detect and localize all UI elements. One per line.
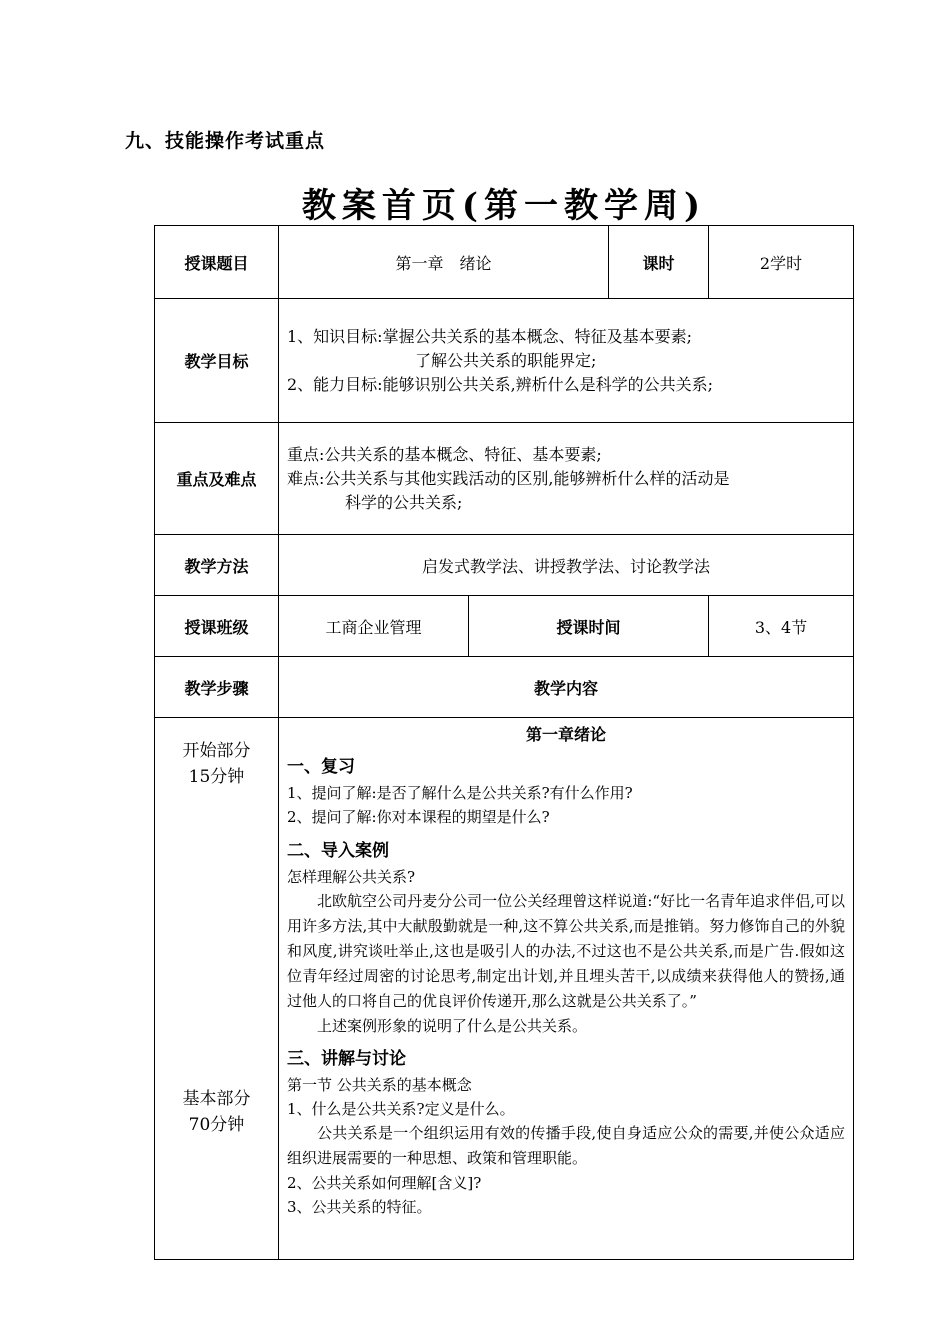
stage-name: 开始部分 <box>182 741 251 761</box>
table-row <box>155 226 854 299</box>
stage-duration: 15分钟 <box>188 767 245 787</box>
case-text: 北欧航空公司丹麦分公司一位公关经理曾这样说道:“好比一名青年追求伴侣,可以用许多方法,其中大献殷勤就是一种,这不算公共关系,而是推销。努力修饰自己的外貌和风度,讲究谈吐举止,这也是吸引人的办法,不过这也不是公共关系,而是广告.假如这位青年经过周密的讨论思考,制定出计划,并且埋头苦干,以成绩来获得他人的赞扬,通过他人的口将自己的优良评价传递开,那么这就是公共关系了。” <box>287 892 846 1010</box>
method-label: 教学方法 <box>155 535 279 596</box>
stage-name: 基本部分 <box>182 1089 251 1109</box>
key-line: 难点:公共关系与其他实践活动的区别,能够辨析什么样的活动是 <box>287 468 730 488</box>
table-row <box>155 299 854 423</box>
topic-label: 授课题目 <box>155 226 279 299</box>
goals-content <box>279 299 854 423</box>
steps-label: 教学步骤 <box>155 657 279 718</box>
stage-basic <box>155 1086 278 1138</box>
case-heading: 二、导入案例 <box>287 841 389 861</box>
table-row <box>155 718 854 1260</box>
case-question: 怎样理解公共关系? <box>287 868 416 886</box>
lecture-item: 2、公共关系如何理解[含义]? <box>287 1174 482 1192</box>
lesson-plan-table <box>154 225 854 1260</box>
key-line: 重点:公共关系的基本概念、特征、基本要素; <box>287 444 602 464</box>
table-row <box>155 423 854 535</box>
time-value: 3、4节 <box>709 596 854 657</box>
review-question: 2、提问了解:你对本课程的期望是什么? <box>287 808 550 826</box>
hours-label: 课时 <box>609 226 709 299</box>
teaching-steps-cell <box>155 718 279 1260</box>
stage-start <box>155 738 278 790</box>
method-value: 启发式教学法、讲授教学法、讨论教学法 <box>279 535 854 596</box>
stage-duration: 70分钟 <box>188 1115 245 1135</box>
key-line: 科学的公共关系; <box>345 492 463 512</box>
time-label: 授课时间 <box>469 596 709 657</box>
section-heading: 九、技能操作考试重点 <box>125 130 326 152</box>
case-summary: 上述案例形象的说明了什么是公共关系。 <box>317 1017 588 1035</box>
lecture-heading: 三、讲解与讨论 <box>287 1049 406 1069</box>
class-label: 授课班级 <box>155 596 279 657</box>
key-points-label: 重点及难点 <box>155 423 279 535</box>
goal-line: 1、知识目标:掌握公共关系的基本概念、特征及基本要素; <box>287 326 692 346</box>
lecture-item: 1、什么是公共关系?定义是什么。 <box>287 1100 515 1118</box>
review-question: 1、提问了解:是否了解什么是公共关系?有什么作用? <box>287 784 633 802</box>
table-row <box>155 657 854 718</box>
review-heading: 一、复习 <box>287 757 355 777</box>
lecture-item: 3、公共关系的特征。 <box>287 1198 432 1216</box>
goals-label: 教学目标 <box>155 299 279 423</box>
section-title: 第一节 公共关系的基本概念 <box>287 1076 472 1094</box>
table-row <box>155 535 854 596</box>
content-label: 教学内容 <box>279 657 854 718</box>
goal-line: 2、能力目标:能够识别公共关系,辨析什么是科学的公共关系; <box>287 374 714 394</box>
hours-value: 2学时 <box>709 226 854 299</box>
goal-line: 了解公共关系的职能界定; <box>415 350 597 370</box>
chapter-title: 第一章绪论 <box>526 725 607 744</box>
definition-text: 公共关系是一个组织运用有效的传播手段,使自身适应公众的需要,并使公众适应组织进展需要的一种思想、政策和管理职能。 <box>287 1124 846 1167</box>
topic-value: 第一章 绪论 <box>279 226 609 299</box>
class-value: 工商企业管理 <box>279 596 469 657</box>
key-points-content <box>279 423 854 535</box>
table-row <box>155 596 854 657</box>
document-title: 教案首页(第一教学周) <box>301 186 707 226</box>
teaching-content-cell <box>279 718 854 1260</box>
